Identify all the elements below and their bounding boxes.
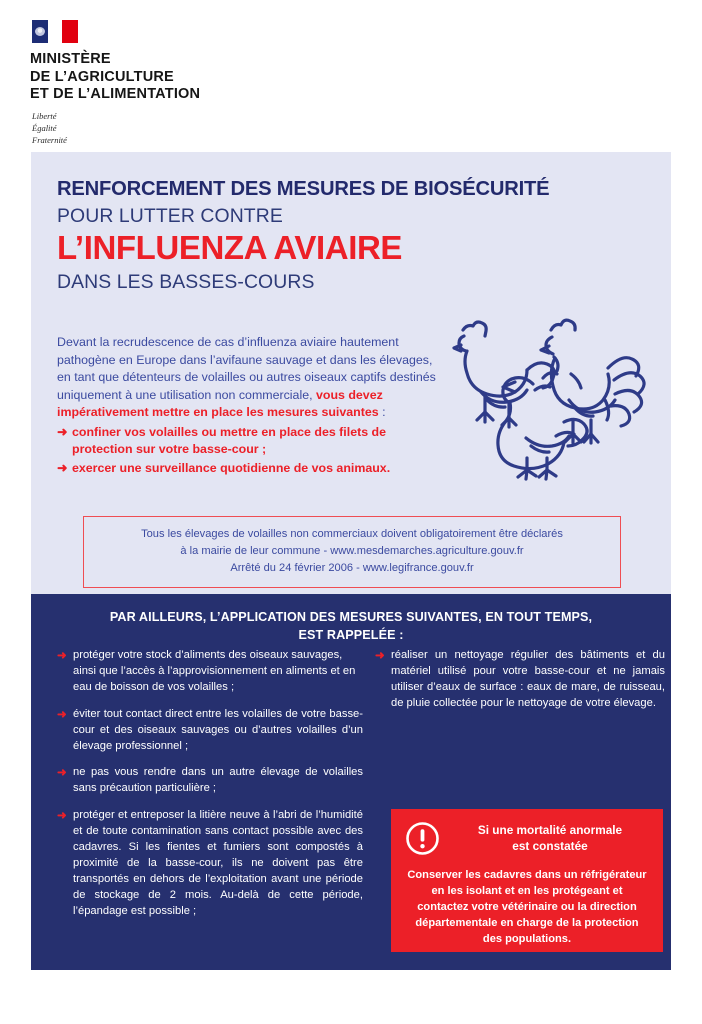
ministry-line-3: ET DE L’ALIMENTATION <box>30 86 201 103</box>
arrow-right-icon: ➜ <box>57 766 67 780</box>
ministry-line-2: DE L’AGRICULTURE <box>30 68 174 85</box>
alert-title: Si une mortalité anormale est constatée <box>477 823 623 853</box>
declaration-line-1: Tous les élevages de volailles non commerciaux doivent obligatoirement être déclarés <box>141 528 563 540</box>
motto-liberte: Liberté <box>32 111 57 122</box>
subtitle-dans-les-basses-cours: DANS LES BASSES-COURS <box>57 270 315 293</box>
intro-text-block <box>57 334 447 477</box>
title-influenza-aviaire: L’INFLUENZA AVIAIRE <box>57 228 403 266</box>
arrow-right-icon: ➜ <box>57 460 68 475</box>
measures-left-column <box>57 648 363 931</box>
main-light-panel <box>31 152 671 594</box>
arrow-right-icon: ➜ <box>57 425 68 440</box>
measure-label: ne pas vous rendre dans un autre élevage de volailles sans précaution particulière ; <box>73 766 363 795</box>
right-bullet-list <box>375 648 665 712</box>
intro-bullet-item <box>57 460 447 477</box>
ministry-line-1: MINISTÈRE <box>30 51 111 67</box>
intro-paragraph: Devant la recrudescence de cas d’influenza aviaire hautement pathogène en Europe dans l’avifaune sauvage et dans les élevages, en tant que détenteurs de volailles ou autres oiseaux captifs destinés uniquement à une utilisation non commerciale, <box>57 335 436 402</box>
alert-header <box>405 821 649 856</box>
declaration-line-2: à la mairie de leur commune - www.mesdemarches.agriculture.gouv.fr <box>180 544 524 557</box>
intro-emphasis: vous devez impérativement mettre en place les mesures suivantes <box>57 387 383 420</box>
ministry-name <box>30 51 290 104</box>
measure-list-item <box>57 765 363 797</box>
measure-label: protéger votre stock d’aliments des oiseaux sauvages, ainsi que l’accès à l’approvisionnement en aliments et en eau de boisson de vos volailles ; <box>73 649 356 693</box>
french-republic-flag-icon <box>32 20 78 43</box>
intro-emphasis-colon: : <box>378 405 386 420</box>
footer-url[interactable]: http://agriculture.gouv.fr/influenza-aviaire-strategie-de-gestion-dune-crise-sanitaire <box>153 987 567 999</box>
alert-body-text: Conserver les cadavres dans un réfrigérateur en les isolant et en les protégeant et contactez votre vétérinaire ou la direction départementale en charge de la protection des populations. <box>407 869 647 945</box>
mortality-alert-box <box>391 809 663 952</box>
motto-fraternite: Fraternité <box>32 134 67 145</box>
left-bullet-list <box>57 648 363 920</box>
hen-icon <box>454 322 557 427</box>
dark-heading-line-1: PAR AILLEURS, L’APPLICATION DES MESURES SUIVANTES, EN TOUT TEMPS, <box>109 610 593 624</box>
birds-illustration <box>451 300 666 490</box>
title-block <box>57 178 577 293</box>
dark-measures-panel <box>31 594 671 999</box>
ministry-logo-block <box>30 20 290 146</box>
rooster-icon <box>541 320 644 443</box>
measure-list-item <box>375 648 665 712</box>
arrow-right-icon: → <box>135 984 149 999</box>
motto-egalite: Égalité <box>32 122 57 133</box>
measure-list-item <box>57 648 363 696</box>
dark-heading-line-2: EST RAPPELÉE : <box>298 628 404 643</box>
measure-list-item <box>57 808 363 919</box>
footer-link-row[interactable] <box>31 984 671 999</box>
declaration-box <box>83 516 621 588</box>
measure-label: protéger et entreposer la litière neuve à l’abri de l’humidité et de toute contamination sans contact possible avec des cadavres. Si les fientes et fumiers sont compostés à proximité de la basse-cour, ils ne doivent pas être transportés en dehors de l’exploitation avant une période de stockage de 2 mois. Au-delà de cette période, l’épandage est possible ; <box>73 809 363 917</box>
declaration-line-3: Arrêté du 24 février 2006 - www.legifrance.gouv.fr <box>230 561 474 574</box>
measure-label: réaliser un nettoyage régulier des bâtiments et du matériel utilisé pour votre basse-cour et ne jamais utiliser d’eaux de surface : eaux de mare, de ruisseau, de pluie collectée pour le nettoyage de votre élevage. <box>391 649 665 709</box>
arrow-right-icon: ➜ <box>375 649 385 662</box>
intro-bullet-label: confiner vos volailles ou mettre en place des filets de protection sur votre basse-cour ; <box>72 425 387 457</box>
arrow-right-icon: ➜ <box>57 649 67 662</box>
exclamation-circle-icon <box>405 821 440 856</box>
intro-bullet-list <box>57 424 447 477</box>
intro-bullet-item <box>57 424 447 459</box>
arrow-right-icon: ➜ <box>57 707 67 721</box>
measure-label: éviter tout contact direct entre les volailles de votre basse-cour et des oiseaux sauvages ou d’autres volailles d’un élevage professionnel ; <box>73 707 363 752</box>
dark-section-heading <box>31 594 671 645</box>
subtitle-pour-lutter-contre: POUR LUTTER CONTRE <box>57 205 283 228</box>
page-title: RENFORCEMENT DES MESURES DE BIOSÉCURITÉ <box>57 178 550 200</box>
measures-right-column <box>375 648 665 723</box>
arrow-right-icon: ➜ <box>57 809 67 823</box>
republic-motto <box>32 111 290 146</box>
measure-list-item <box>57 707 363 755</box>
intro-bullet-label: exercer une surveillance quotidienne de vos animaux. <box>72 460 391 475</box>
